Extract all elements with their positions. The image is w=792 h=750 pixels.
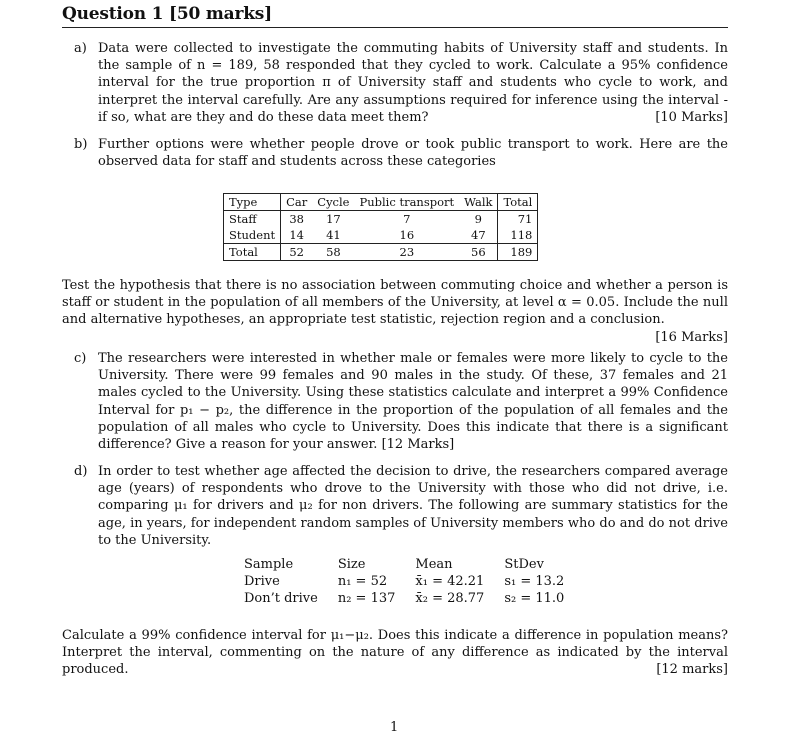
table-cell: 17: [326, 212, 341, 226]
summary-stats-table: [240, 556, 568, 607]
part-b-test-text: Test the hypothesis that there is no association between commuting choice and whether a person is staff or student in the population of all members of the University, at level α = 0.05. Include the null and alternative hypotheses, an appropriate test statistic, rejection region and a conclusion.: [62, 278, 728, 328]
table-cell: n₂ = 137: [337, 591, 396, 606]
table-cell: Staff: [224, 211, 281, 228]
table-cell: Total: [224, 244, 281, 261]
part-d-final: [62, 627, 728, 679]
table-header: Public transport: [355, 194, 460, 211]
part-b: [74, 136, 728, 170]
table-header-row: [224, 194, 538, 211]
table-cell: 41: [312, 227, 354, 244]
table-header: Walk: [459, 194, 498, 211]
table-header: Total: [498, 194, 538, 211]
table-cell: 14: [281, 227, 313, 244]
part-d: [74, 463, 728, 549]
table-row: [224, 211, 538, 228]
part-c: [74, 350, 728, 453]
table-cell: 71: [498, 211, 538, 228]
part-b-text: Further options were whether people drove or took public transport to work. Here are the observed data for staff and students across these categories: [98, 137, 728, 170]
table-cell: n₁ = 52: [337, 574, 388, 589]
part-d-final-text: Calculate a 99% confidence interval for μ₁−μ₂. Does this indicate a difference in population means? Interpret the interval, commenting on the nature of any difference as indicated by the interval produced.: [62, 628, 728, 678]
part-b-label: b): [74, 137, 88, 152]
table-header: Sample: [244, 557, 294, 572]
table-header-row: [240, 556, 568, 573]
table-cell: 23: [355, 244, 460, 261]
table-cell: 118: [498, 227, 538, 244]
table-cell: 47: [459, 227, 498, 244]
part-c-text: The researchers were interested in whether male or females were more likely to cycle to the University. There were 99 females and 90 males in the study. Of these, 37 females and 21 males cycled to the University. Using these statistics calculate and interpret a 99% Confidence Interval for p₁ − p₂, the difference in the proportion of the population of all females and the population of all males who cycle to University. Does this indicate that there is a significant difference? Give a reason for your answer.: [98, 351, 728, 453]
commute-table: [223, 193, 538, 261]
table-cell: 58: [312, 244, 354, 261]
part-d-text: In order to test whether age affected the decision to drive, the researchers compared average age (years) of respondents who drove to the University with those who did not drive, i.e. comparing μ₁ for drivers and μ₂ for non drivers. The following are summary statistics for the age, in years, for independent random samples of University members who do and do not drive to the University.: [98, 464, 728, 548]
question-title: Question 1 [50 marks]: [62, 4, 273, 24]
table-header: StDev: [504, 557, 544, 572]
part-b-test: [62, 277, 728, 346]
part-a-marks: [10 Marks]: [655, 109, 728, 125]
table-row: [224, 227, 538, 244]
table-cell: s₂ = 11.0: [504, 591, 565, 606]
table-cell: Drive: [244, 574, 280, 589]
part-b-marks: [16 Marks]: [655, 329, 728, 345]
part-d-marks: [12 marks]: [656, 662, 728, 678]
table-cell: 38: [289, 212, 304, 226]
page-number: 1: [390, 720, 399, 735]
table-header: Type: [224, 194, 281, 211]
part-a-label: a): [74, 41, 87, 56]
table-header: Mean: [415, 557, 453, 572]
table-header: Car: [281, 194, 313, 211]
table-cell: Student: [224, 227, 281, 244]
part-a: [74, 40, 728, 126]
table-cell: 56: [459, 244, 498, 261]
table-cell: Don’t drive: [244, 591, 318, 606]
table-header: Size: [337, 557, 366, 572]
table-row: [240, 573, 568, 590]
table-total-row: [224, 244, 538, 261]
part-a-text: Data were collected to investigate the commuting habits of University staff and students. In the sample of n = 189, 58 responded that they cycled to work. Calculate a 95% confidence interval for the true proportion π of University staff and students who cycle to work, and interpret the interval carefully. Are any assumptions required for inference using the interval - if so, what are they and do these data meet them?: [98, 41, 728, 125]
table-cell: 189: [498, 244, 538, 261]
table-cell: x̄₁ = 42.21: [415, 574, 485, 589]
table-cell: 7: [403, 212, 411, 226]
table-header: Cycle: [312, 194, 354, 211]
table-cell: 52: [281, 244, 313, 261]
table-cell: s₁ = 13.2: [504, 574, 565, 589]
table-cell: 16: [355, 227, 460, 244]
table-row: [240, 590, 568, 607]
part-c-label: c): [74, 351, 87, 366]
table-cell: 9: [459, 211, 498, 228]
part-d-label: d): [74, 464, 88, 479]
part-c-marks: [12 Marks]: [381, 437, 455, 453]
table-cell: x̄₂ = 28.77: [415, 591, 485, 606]
title-rule: [62, 27, 728, 28]
